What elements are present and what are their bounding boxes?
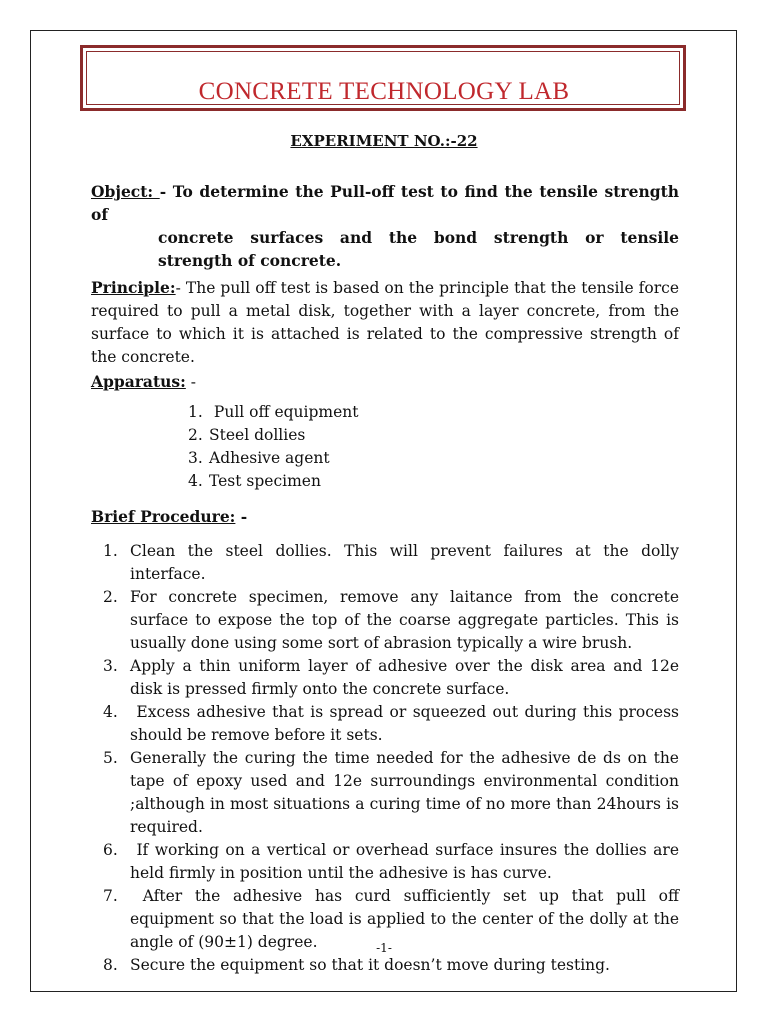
apparatus-dash: - [185,373,197,391]
list-item [103,747,679,839]
page-title: CONCRETE TECHNOLOGY LAB [198,78,570,105]
principle-text: - The pull off test is based on the principle that the tensile force required to pull a metal disk, together with a layer concrete, from the surface to which it is attached is related to the compressive strength of the concrete. [91,279,679,366]
list-text: Excess adhesive that is spread or squeezed out during this process should be remove before it sets. [130,703,684,744]
list-text: Generally the curing the time needed for the adhesive de ds on the tape of epoxy used and 12e surroundings environmental condition ;although in most situations a curing time of no more than 24hours is required. [130,749,679,836]
list-number: 1. [188,403,203,421]
list-number: 8. [103,956,118,974]
list-number: 6. [103,841,118,859]
list-text: Clean the steel dollies. This will prevent failures at the dolly interface. [130,542,679,583]
list-text: Steel dollies [209,426,306,444]
list-item [188,424,359,447]
list-item [103,701,684,747]
object-section [91,180,679,272]
list-number: 5. [103,749,118,767]
object-label: Object: [91,182,160,201]
list-item [103,839,684,885]
list-item [188,401,359,424]
list-text: For concrete specimen, remove any laitance from the concrete surface to expose the top of the coarse aggregate particles. This is usually done using some sort of abrasion typically a wire brush. [130,588,679,652]
object-text: - To determine the Pull-off test to find the tensile strength of [91,182,679,224]
list-text: Test specimen [209,472,321,490]
list-number: 3. [103,657,118,675]
object-continuation: concrete surfaces and the bond strength or tensile strength of concrete. [158,228,679,270]
list-text: Secure the equipment so that it doesn’t move during testing. [130,956,610,974]
list-text: Pull off equipment [209,403,359,421]
principle-label: Principle: [91,278,176,297]
page-number: -1- [376,941,392,955]
procedure-dash: - [235,507,248,526]
list-text: If working on a vertical or overhead surface insures the dollies are held firmly in position until the adhesive is has curve. [130,841,684,882]
experiment-number: EXPERIMENT NO.:-22 [290,132,478,150]
list-item [103,655,679,701]
list-number: 4. [188,472,203,490]
procedure-label: Brief Procedure: [91,507,236,526]
procedure-heading [91,505,247,529]
list-number: 2. [188,426,203,444]
list-number: 1. [103,542,118,560]
apparatus-heading [91,370,196,394]
list-item [188,447,359,470]
list-number: 3. [188,449,203,467]
list-item [103,954,679,977]
principle-section [91,276,679,369]
list-item [103,540,679,586]
list-number: 4. [103,703,118,721]
list-item [188,470,359,493]
apparatus-list [188,401,359,493]
apparatus-label: Apparatus: [91,372,186,391]
list-text: Apply a thin uniform layer of adhesive over the disk area and 12e disk is pressed firmly onto the concrete surface. [130,657,679,698]
list-number: 7. [103,887,118,905]
list-item [103,586,679,655]
list-text: After the adhesive has curd sufficiently set up that pull off equipment so that the load is applied to the center of the dolly at the angle of (90±1) degree. [130,887,684,951]
procedure-list [103,540,684,977]
object-first-line [91,180,679,226]
list-number: 2. [103,588,118,606]
list-text: Adhesive agent [209,449,330,467]
